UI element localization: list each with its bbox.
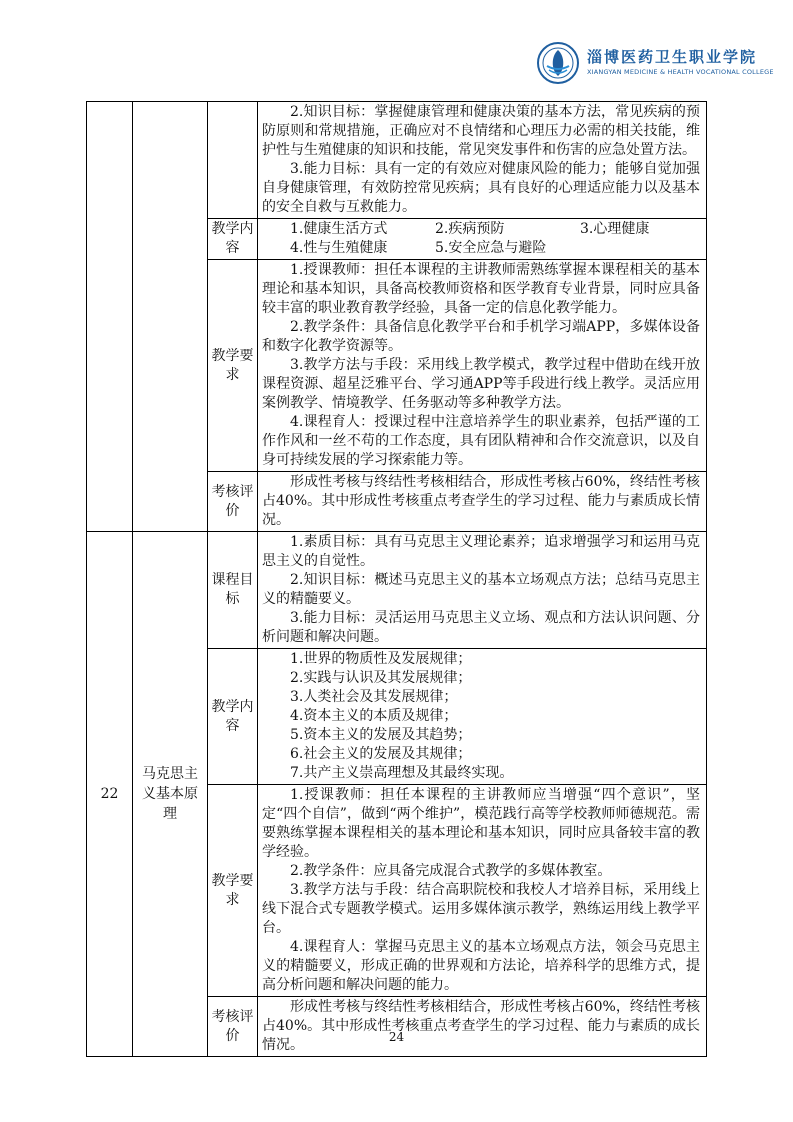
page-number: 24 <box>388 1030 405 1044</box>
curriculum-table <box>86 101 707 1057</box>
school-emblem-icon <box>537 42 579 84</box>
label-course-objectives: 课程目标 <box>208 532 258 649</box>
school-name: 淄博医药卫生职业学院 <box>587 48 758 66</box>
requirement-item: 1.授课教师：担任本课程的主讲教师需熟练掌握本课程相关的基本理论和基本知识，具备高校教师资格和医学教育专业背景，同时应具备较丰富的职业教育教学经验，具备一定的信息化教学能力。 <box>262 262 700 316</box>
content-item: 6.社会主义的发展及其规律； <box>290 746 472 762</box>
label-teaching-requirements: 教学要求 <box>208 785 258 997</box>
table-row <box>87 102 707 219</box>
content-item: 2.疾病预防 <box>435 221 505 237</box>
label-assessment: 考核评价 <box>208 472 258 532</box>
content-item: 4.性与生殖健康 <box>290 240 388 256</box>
assessment-text: 形成性考核与终结性考核相结合，形成性考核占60%，终结性考核占40%。其中形成性考核重点考查学生的学习过程、能力与素质的成长情况。 <box>262 999 700 1053</box>
course-number-cell-prev <box>87 102 133 532</box>
marxism-content <box>258 649 707 785</box>
content-item: 4.资本主义的本质及规律； <box>290 708 458 724</box>
label-teaching-requirements: 教学要求 <box>208 260 258 472</box>
health-assessment <box>258 472 707 532</box>
objective-item: 1.素质目标：具有马克思主义理论素养；追求增强学习和运用马克思主义的自觉性。 <box>262 534 700 569</box>
health-objectives <box>258 102 707 219</box>
content-item: 5.安全应急与避险 <box>435 240 547 256</box>
objective-item: 3.能力目标：灵活运用马克思主义立场、观点和方法认识问题、分析问题和解决问题。 <box>262 610 700 645</box>
school-name-en: XIANGYAN MEDICINE & HEALTH VOCATIONAL COLLEGE <box>587 68 774 76</box>
requirement-item: 2.教学条件：应具备完成混合式教学的多媒体教室。 <box>290 863 612 879</box>
content-item: 3.心理健康 <box>580 221 650 237</box>
objective-item: 2.知识目标：概述马克思主义的基本立场观点方法；总结马克思主义的精髓要义。 <box>262 572 700 607</box>
course-name: 马克思主义基本原理 <box>133 532 208 1057</box>
health-content <box>258 219 707 260</box>
requirement-item: 1.授课教师：担任本课程的主讲教师应当增强“四个意识”，坚定“四个自信”，做到“两个维护”，模范践行高等学校教师师德规范。需要熟练掌握本课程相关的基本理论和基本知识，同时应具备较丰富的教学经验。 <box>262 787 700 860</box>
label-cell-objectives-prev <box>208 102 258 219</box>
label-teaching-content: 教学内容 <box>208 649 258 785</box>
requirement-item: 4.课程育人：掌握马克思主义的基本立场观点方法，领会马克思主义的精髓要义，形成正确的世界观和方法论，培养科学的思维方式，提高分析问题和解决问题的能力。 <box>262 939 700 993</box>
course-number: 22 <box>87 532 133 1057</box>
content-item: 1.世界的物质性及发展规律； <box>290 651 472 667</box>
marxism-requirements <box>258 785 707 997</box>
marxism-assessment <box>258 997 707 1057</box>
label-teaching-content: 教学内容 <box>208 219 258 260</box>
requirement-item: 2.教学条件：具备信息化教学平台和手机学习端APP，多媒体设备和数字化教学资源等。 <box>262 319 700 354</box>
objective-item: 2.知识目标：掌握健康管理和健康决策的基本方法，常见疾病的预防原则和常规措施，正确应对不良情绪和心理压力必需的相关技能，维护性与生殖健康的知识和技能，常见突发事件和伤害的应急处置方法。 <box>262 104 700 158</box>
marxism-objectives <box>258 532 707 649</box>
requirement-item: 4.课程育人：授课过程中注意培养学生的职业素养，包括严谨的工作作风和一丝不苟的工作态度，具有团队精神和合作交流意识，以及自身可持续发展的学习探索能力等。 <box>262 414 700 468</box>
school-logo <box>537 40 774 88</box>
label-assessment: 考核评价 <box>208 997 258 1057</box>
objective-item: 3.能力目标：具有一定的有效应对健康风险的能力；能够自觉加强自身健康管理，有效防控常见疾病；具有良好的心理适应能力以及基本的安全自救与互救能力。 <box>262 161 700 215</box>
content-item: 1.健康生活方式 <box>290 221 388 237</box>
assessment-text: 形成性考核与终结性考核相结合，形成性考核占60%，终结性考核占40%。其中形成性考核重点考查学生的学习过程、能力与素质成长情况。 <box>262 474 700 528</box>
requirement-item: 3.教学方法与手段：采用线上教学模式，教学过程中借助在线开放课程资源、超星泛雅平台、学习通APP等手段进行线上教学。灵活应用案例教学、情境教学、任务驱动等多种教学方法。 <box>262 357 700 411</box>
table-row <box>87 532 707 649</box>
content-item: 3.人类社会及其发展规律； <box>290 689 458 705</box>
content-item: 2.实践与认识及其发展规律； <box>290 670 472 686</box>
course-name-cell-prev <box>133 102 208 532</box>
health-requirements <box>258 260 707 472</box>
requirement-item: 3.教学方法与手段：结合高职院校和我校人才培养目标，采用线上线下混合式专题教学模式。运用多媒体演示教学，熟练运用线上教学平台。 <box>262 882 700 936</box>
content-item: 7.共产主义崇高理想及其最终实现。 <box>290 765 514 781</box>
content-item: 5.资本主义的发展及其趋势； <box>290 727 472 743</box>
